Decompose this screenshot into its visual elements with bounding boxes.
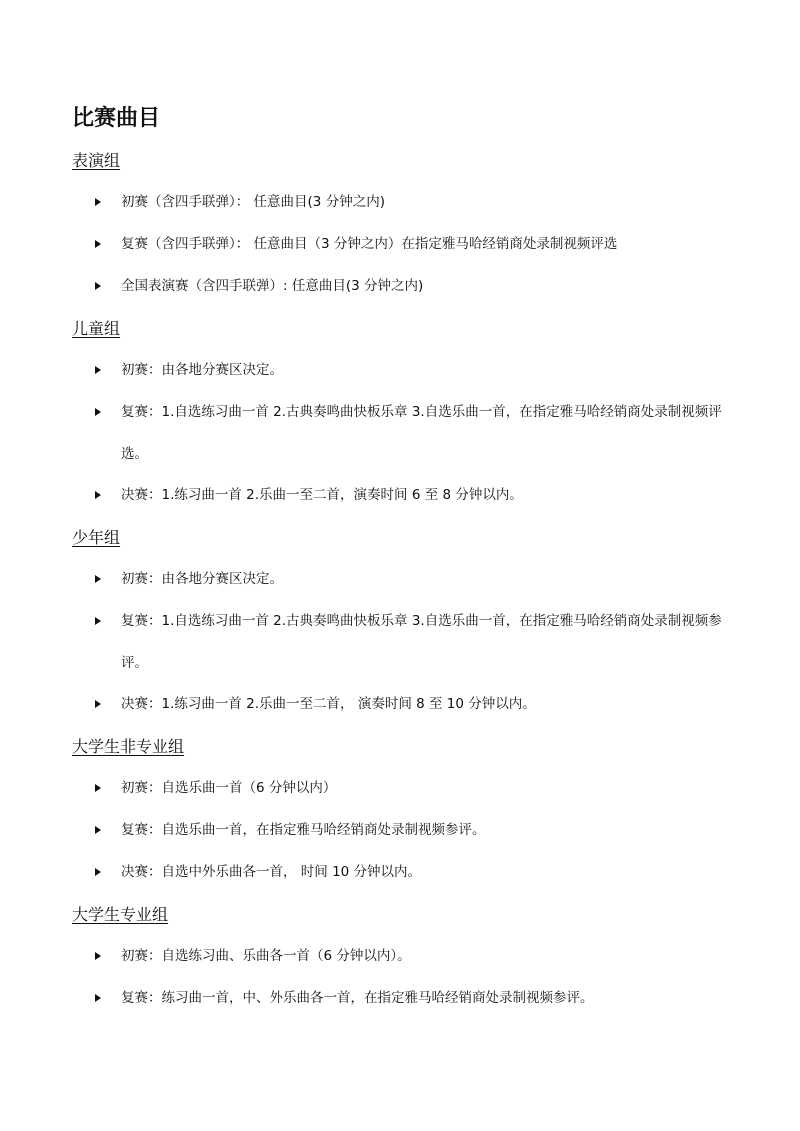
list-item — [95, 265, 735, 307]
list-item-text: 决赛：1.练习曲一首 2.乐曲一至二首， 演奏时间 8 至 10 分钟以内。 — [121, 696, 536, 712]
list-item-text: 决赛：1.练习曲一首 2.乐曲一至二首，演奏时间 6 至 8 分钟以内。 — [121, 487, 523, 503]
list-item — [95, 558, 735, 600]
list-item — [95, 474, 735, 516]
list-item-text: 复赛（含四手联弹）： 任意曲目（3 分钟之内）在指定雅马哈经销商处录制视频评选 — [121, 236, 618, 252]
bullet-icon — [95, 952, 101, 960]
bullet-icon — [95, 408, 101, 416]
list-item-text: 初赛：自选练习曲、乐曲各一首（6 分钟以内）。 — [121, 948, 411, 964]
list-item — [95, 935, 735, 977]
list-item-text: 复赛：自选乐曲一首，在指定雅马哈经销商处录制视频参评。 — [121, 822, 486, 838]
list-item — [95, 977, 735, 1019]
section-heading-performance: 表演组 — [72, 151, 121, 170]
bullet-icon — [95, 700, 101, 708]
list-item-text: 全国表演赛（含四手联弹）: 任意曲目(3 分钟之内) — [121, 278, 424, 294]
list-item — [95, 809, 735, 851]
list-item — [95, 223, 735, 265]
bullet-icon — [95, 198, 101, 206]
bullet-icon — [95, 868, 101, 876]
bullet-icon — [95, 826, 101, 834]
list-item-text: 复赛：1.自选练习曲一首 2.古典奏鸣曲快板乐章 3.自选乐曲一首，在指定雅马哈经销商处录制视频评选。 — [121, 404, 722, 462]
section-heading-college-nonmajor: 大学生非专业组 — [72, 737, 185, 756]
section-heading-children: 儿童组 — [72, 319, 121, 338]
list-item — [95, 851, 735, 893]
bullet-icon — [95, 282, 101, 290]
list-item-text: 决赛：自选中外乐曲各一首， 时间 10 分钟以内。 — [121, 864, 422, 880]
list-item-text: 复赛：练习曲一首，中、外乐曲各一首，在指定雅马哈经销商处录制视频参评。 — [121, 990, 594, 1006]
list-item-text: 初赛：自选乐曲一首（6 分钟以内） — [121, 780, 337, 796]
list-item — [95, 181, 735, 223]
bullet-icon — [95, 240, 101, 248]
section-heading-college-major: 大学生专业组 — [72, 905, 169, 924]
list-item — [95, 391, 735, 475]
list-item — [95, 683, 735, 725]
bullet-icon — [95, 617, 101, 625]
list-item — [95, 600, 735, 684]
list-item — [95, 349, 735, 391]
bullet-icon — [95, 994, 101, 1002]
list-item-text: 初赛：由各地分赛区决定。 — [121, 571, 283, 587]
list-item-text: 复赛：1.自选练习曲一首 2.古典奏鸣曲快板乐章 3.自选乐曲一首，在指定雅马哈经销商处录制视频参评。 — [121, 613, 722, 671]
bullet-icon — [95, 491, 101, 499]
list-item-text: 初赛：由各地分赛区决定。 — [121, 362, 283, 378]
bullet-icon — [95, 366, 101, 374]
list-item — [95, 767, 735, 809]
list-item-text: 初赛（含四手联弹）： 任意曲目(3 分钟之内) — [121, 194, 385, 210]
bullet-icon — [95, 575, 101, 583]
page-title: 比赛曲目 — [72, 106, 161, 131]
section-heading-youth: 少年组 — [72, 528, 121, 547]
bullet-icon — [95, 784, 101, 792]
